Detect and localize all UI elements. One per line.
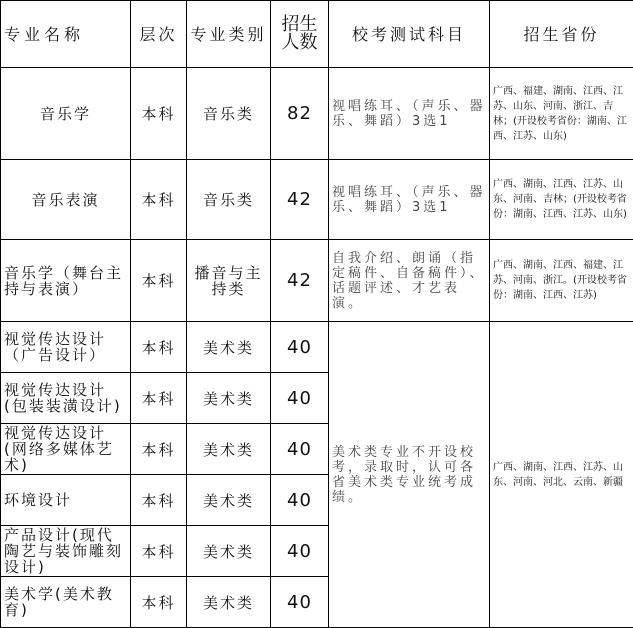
level-cell: 本科 [131,160,187,240]
level-cell: 本科 [131,577,187,628]
category-cell: 美术类 [187,322,271,373]
table-row [1,322,633,373]
header-exam: 校考测试科目 [329,1,490,68]
count-cell: 40 [271,577,329,628]
header-count: 招生人数 [271,1,329,68]
category-cell: 美术类 [187,424,271,475]
category-cell: 音乐类 [187,160,271,240]
exam-cell: 视唱练耳、（声乐、器乐、舞蹈）3选1 [329,160,490,240]
art-provinces-cell: 广西、湖南、江西、江苏、山东、河南、河北、云南、新疆 [490,322,633,628]
art-exam-cell: 美术类专业不开设校考，录取时，认可各省美术类专业统考成绩。 [329,322,490,628]
header-category: 专业类别 [187,1,271,68]
level-cell: 本科 [131,373,187,424]
category-cell: 美术类 [187,373,271,424]
category-cell: 美术类 [187,526,271,577]
count-cell: 40 [271,424,329,475]
exam-cell: 自我介绍、朗诵（指定稿件、自备稿件）、话题评述、才艺表演。 [329,240,490,322]
provinces-cell: 广西、福建、湖南、江西、江苏、山东、河南、浙江、吉林；(开设校考省份：湖南、江西、江苏、山东) [490,68,633,160]
level-cell: 本科 [131,526,187,577]
count-cell: 82 [271,68,329,160]
level-cell: 本科 [131,475,187,526]
level-cell: 本科 [131,322,187,373]
major-cell: 音乐学 [1,68,131,160]
level-cell: 本科 [131,424,187,475]
category-cell: 美术类 [187,475,271,526]
exam-cell: 视唱练耳、（声乐、器乐、舞蹈）3选1 [329,68,490,160]
major-cell: 视觉传达设计（广告设计） [1,322,131,373]
count-cell: 42 [271,160,329,240]
header-major: 专业名称 [1,1,131,68]
level-cell: 本科 [131,240,187,322]
count-cell: 40 [271,475,329,526]
level-cell: 本科 [131,68,187,160]
provinces-cell: 广西、湖南、江西、江苏、山东、河南、吉林；(开设校考省份：湖南、江西、江苏、山东) [490,160,633,240]
major-cell: 产品设计(现代陶艺与装饰雕刻设计) [1,526,131,577]
major-cell: 视觉传达设计(网络多媒体艺术) [1,424,131,475]
category-cell: 播音与主持类 [187,240,271,322]
count-cell: 40 [271,373,329,424]
provinces-cell: 广西、湖南、江西、福建、江苏、河南、浙江。(开设校考省份：湖南、江西、江苏) [490,240,633,322]
table-row [1,68,633,160]
header-row [1,1,633,68]
major-cell: 音乐学（舞台主持与表演） [1,240,131,322]
major-cell: 音乐表演 [1,160,131,240]
count-cell: 40 [271,322,329,373]
major-cell: 美术学(美术教育) [1,577,131,628]
major-cell: 视觉传达设计(包装装潢设计) [1,373,131,424]
header-provinces: 招生省份 [490,1,633,68]
category-cell: 美术类 [187,577,271,628]
table-row [1,160,633,240]
count-cell: 40 [271,526,329,577]
table-row [1,240,633,322]
major-cell: 环境设计 [1,475,131,526]
count-cell: 42 [271,240,329,322]
category-cell: 音乐类 [187,68,271,160]
header-level: 层次 [131,1,187,68]
